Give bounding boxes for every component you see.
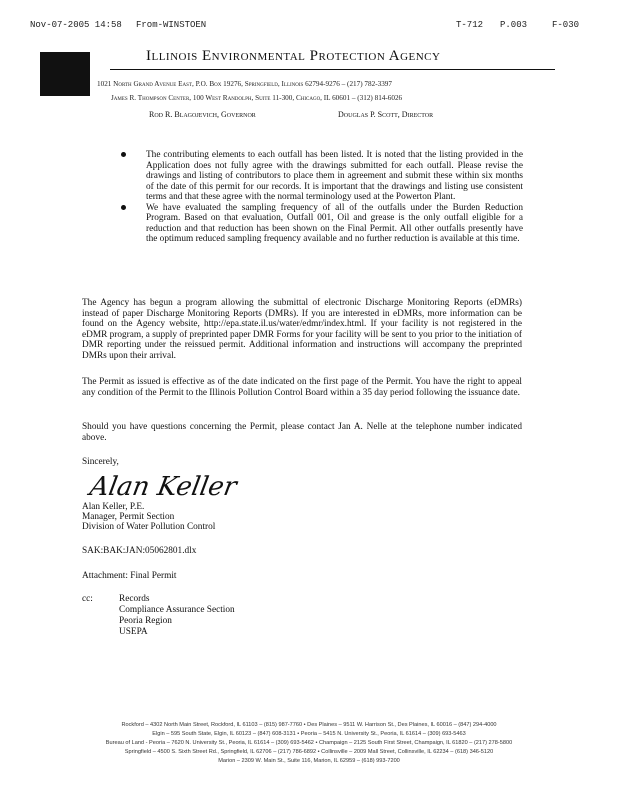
fax-from: From-WINSTOEN [136,20,207,30]
signature-image [87,465,239,507]
footer-line-2: Elgin – 595 South State, Elgin, IL 60123 – (847) 608-3131 • Peoria – 5415 N. University St., Peoria, IL 61614 – (309) 693-5463 [152,731,466,737]
fax-t-number: T-712 [456,20,484,30]
fax-f-number: F-030 [552,20,580,30]
cc-item: USEPA [119,627,148,637]
fax-page: P.003 [500,20,528,30]
address-springfield: 1021 North Grand Avenue East, P.O. Box 19276, Springfield, Illinois 62794-9276 – (217) 782-3397 [97,80,392,88]
cc-item: Peoria Region [119,616,172,626]
appeal-paragraph: The Permit as issued is effective as of the date indicated on the first page of the Permit. You have the right to appeal any condition of the Permit to the Illinois Pollution Control Board within a 35 day period following the issuance date. [82,377,522,398]
bullet-item-sampling [121,203,523,245]
agency-name: Illinois Environmental Protection Agency [146,48,441,64]
bullet-text: We have evaluated the sampling frequency of all of the outfalls under the Burden Reduction Program. Based on that evaluation, Outfall 001, Oil and grease is the only outfall eligible for a reduction and that reduction has been shown on the Final Permit. All other outfalls presently have the optimum reduced sampling frequency available and no further reduction is available at this time. [146,202,523,244]
signer-division: Division of Water Pollution Control [82,522,216,532]
bullet-item-drawings [121,150,523,203]
director-line: Douglas P. Scott, Director [338,110,434,119]
footer-line-1: Rockford – 4302 North Main Street, Rockford, IL 61103 – (815) 987-7760 • Des Plaines – 9511 W. Harrison St., Des Plaines, IL 60016 – (847) 294-4000 [121,722,497,728]
cc-item: Records [119,594,150,604]
cc-item: Compliance Assurance Section [119,605,235,615]
agency-logo [40,52,90,96]
cc-label: cc: [82,594,93,604]
signer-title: Manager, Permit Section [82,512,175,522]
footer-line-3: Bureau of Land - Peoria – 7620 N. University St., Peoria, IL 61614 – (309) 693-5462 • Champaign – 2125 South First Street, Champaign, IL 61820 – (217) 278-5800 [105,740,513,746]
bullet-icon [121,205,126,210]
letterhead-rule [110,69,555,70]
fax-datetime: Nov-07-2005 14:58 [30,20,122,30]
cc-list [119,594,235,638]
bullet-list [121,150,523,245]
bullet-text: The contributing elements to each outfall has been listed. It is noted that the listing provided in the Application does not fully agree with the drawings submitted for each outfall. Please revise the drawings and listing of contributors to place them in agreement and submit these within six months of the date of this permit for our records. It is important that the drawings and listing use consistent terms and that these agree with the normal terminology used at the Powerton Plant. [146,150,523,202]
address-chicago: James R. Thompson Center, 100 West Randolph, Suite 11-300, Chicago, IL 60601 – (312) 814-6026 [111,94,403,102]
questions-paragraph: Should you have questions concerning the Permit, please contact Jan A. Nelle at the telephone number indicated above. [82,422,522,443]
bullet-icon [121,152,126,157]
reference-initials: SAK:BAK:JAN:05062801.dlx [82,546,197,556]
salutation: Sincerely, [82,457,119,467]
footer-line-4: Springfield – 4500 S. Sixth Street Rd., Springfield, IL 62706 – (217) 786-6892 • Collinsville – 2009 Mall Street, Collinsville, IL 62234 – (618) 346-5120 [124,749,494,755]
footer-line-5: Marion – 2309 W. Main St., Suite 116, Marion, IL 62959 – (618) 993-7200 [218,758,400,764]
governor-line: Rod R. Blagojevich, Governor [149,110,256,119]
signature-text: Alan Keller [87,472,239,502]
attachment-line: Attachment: Final Permit [82,571,177,581]
signer-name: Alan Keller, P.E. [82,502,145,512]
edmr-paragraph: The Agency has begun a program allowing the submittal of electronic Discharge Monitoring Reports (eDMRs) instead of paper Discharge Monitoring Reports (DMRs). If you are interested in eDMRs, more information can be found on the Agency website, http://epa.state.il.us/water/edmr/index.html. If your facility is not registered in the eDMR program, a supply of preprinted paper DMR Forms for your facility will be sent to you prior to the initiation of DMR reporting under the reissued permit. Additional information and instructions will accompany the preprinted DMRs upon their arrival. [82,298,522,361]
